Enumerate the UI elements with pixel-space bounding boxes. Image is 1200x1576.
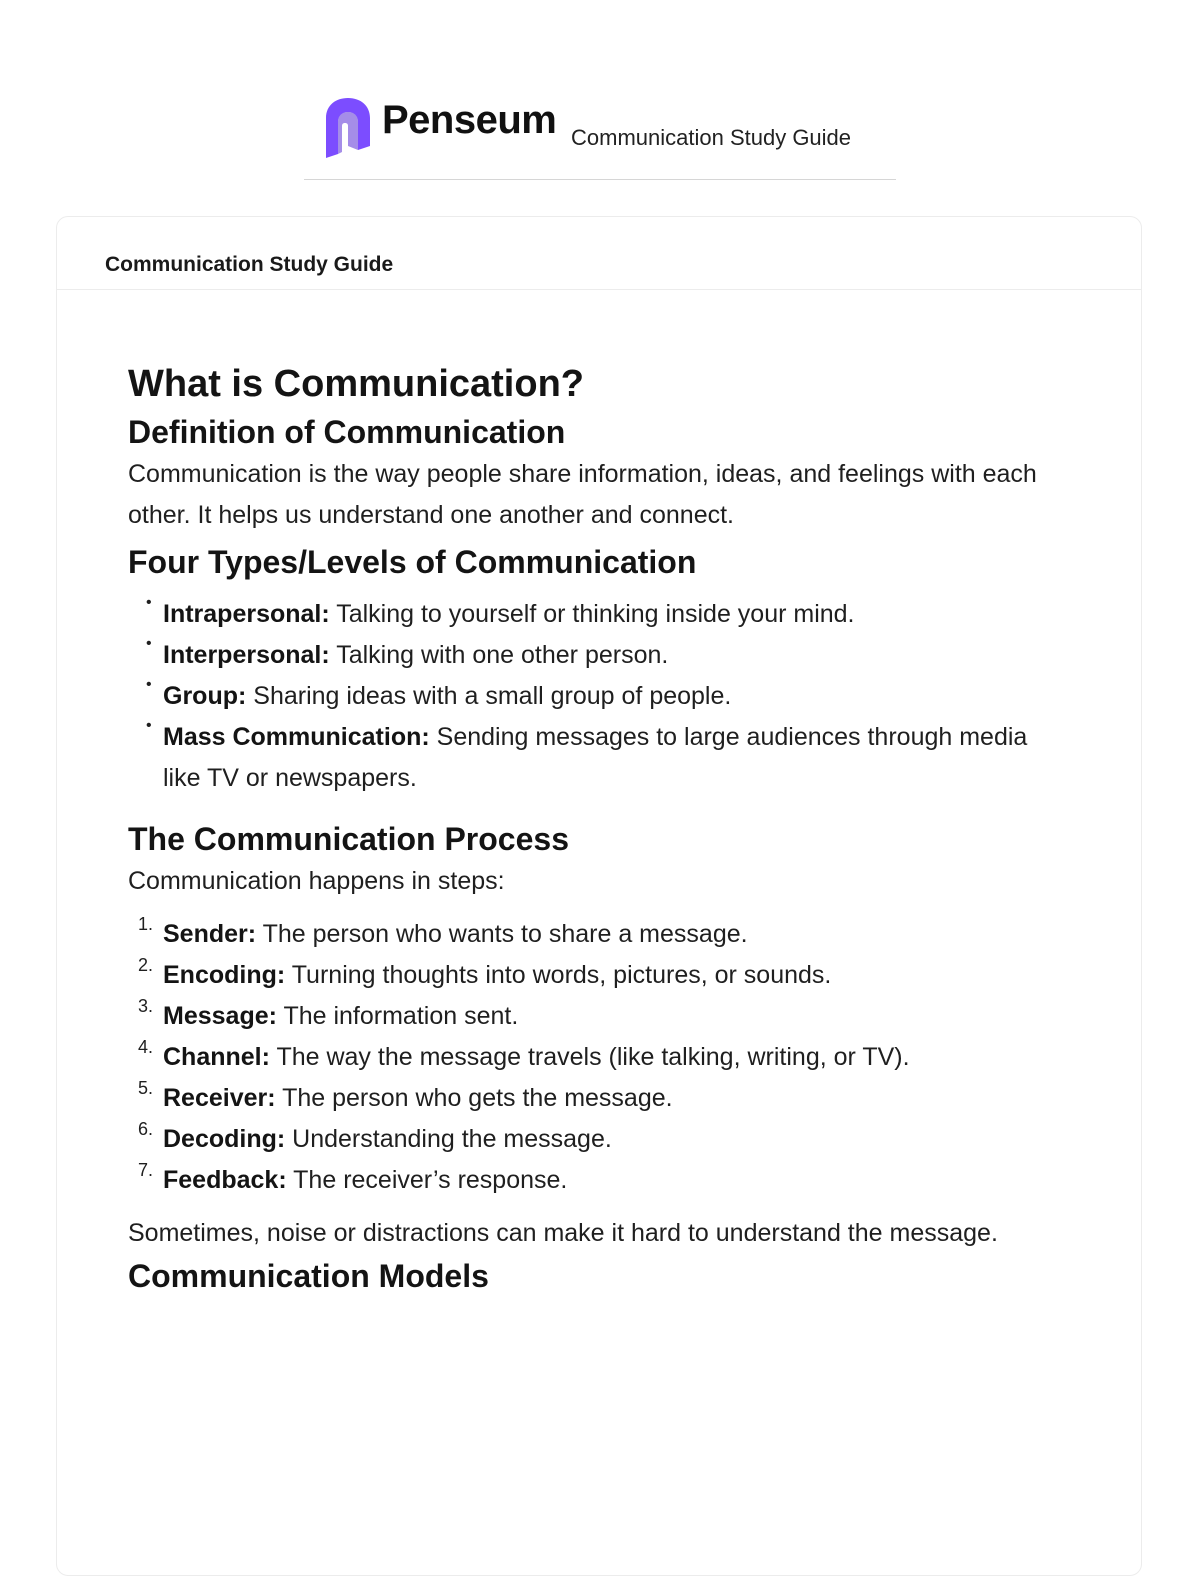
item-desc: Turning thoughts into words, pictures, or sounds. [285, 961, 832, 989]
step-number: 4. [138, 1037, 154, 1057]
bullet-marker: • [146, 635, 152, 652]
process-heading: The Communication Process [128, 821, 569, 857]
step-number: 6. [138, 1119, 154, 1139]
list-item [128, 717, 1048, 799]
list-item [128, 996, 1048, 1037]
item-desc: Talking with one other person. [329, 641, 669, 669]
item-term: Message: [163, 1002, 277, 1030]
item-desc: Talking to yourself or thinking inside your mind. [329, 600, 855, 628]
header-subtitle: Communication Study Guide [571, 125, 852, 150]
item-desc: The person who wants to share a message. [256, 920, 748, 948]
item-term: Intrapersonal: [163, 600, 330, 628]
step-number: 7. [138, 1160, 154, 1180]
process-intro: Communication happens in steps: [128, 867, 505, 895]
bullet-marker: • [146, 676, 152, 693]
item-desc: The person who gets the message. [275, 1084, 673, 1112]
list-item [128, 1037, 1048, 1078]
process-steps [128, 914, 1048, 1201]
list-item [128, 676, 1048, 717]
item-term: Decoding: [163, 1125, 286, 1153]
models-heading: Communication Models [128, 1258, 489, 1294]
list-item [128, 914, 1048, 955]
definition-heading: Definition of Communication [128, 414, 566, 450]
document-content [128, 358, 1048, 1298]
item-term: Interpersonal: [163, 641, 330, 669]
list-item [128, 594, 1048, 635]
item-term: Mass Communication: [163, 723, 430, 751]
item-term: Group: [163, 682, 247, 710]
types-heading: Four Types/Levels of Communication [128, 544, 697, 580]
step-number: 3. [138, 996, 154, 1016]
list-item [128, 955, 1048, 996]
page-header [0, 92, 1200, 162]
page-title: What is Communication? [128, 363, 584, 405]
brand-name: Penseum [382, 98, 557, 142]
list-item [128, 635, 1048, 676]
item-term: Feedback: [163, 1166, 287, 1194]
list-item [128, 1078, 1048, 1119]
item-term: Sender: [163, 920, 257, 948]
item-desc: Understanding the message. [285, 1125, 612, 1153]
item-term: Encoding: [163, 961, 286, 989]
types-list [128, 594, 1048, 799]
item-desc: The information sent. [276, 1002, 519, 1030]
step-number: 2. [138, 955, 154, 975]
definition-text: Communication is the way people share information, ideas, and feelings with each other. It helps us understand one another and connect. [128, 460, 1037, 529]
item-desc: The receiver’s response. [286, 1166, 568, 1194]
step-number: 1. [138, 914, 154, 934]
item-term: Channel: [163, 1043, 270, 1071]
item-term: Receiver: [163, 1084, 276, 1112]
item-desc: The way the message travels (like talking, writing, or TV). [269, 1043, 910, 1071]
list-item [128, 1160, 1048, 1201]
item-desc: Sharing ideas with a small group of people. [246, 682, 732, 710]
bullet-marker: • [146, 594, 152, 611]
penseum-logo-icon [324, 96, 372, 158]
card-header [57, 217, 1141, 290]
step-number: 5. [138, 1078, 154, 1098]
item-desc: Sending messages to large audiences through media like TV or newspapers. [163, 723, 1028, 792]
process-note: Sometimes, noise or distractions can make it hard to understand the message. [128, 1219, 998, 1247]
bullet-marker: • [146, 717, 152, 734]
header-divider [304, 179, 896, 180]
card-title: Communication Study Guide [105, 253, 394, 276]
list-item [128, 1119, 1048, 1160]
